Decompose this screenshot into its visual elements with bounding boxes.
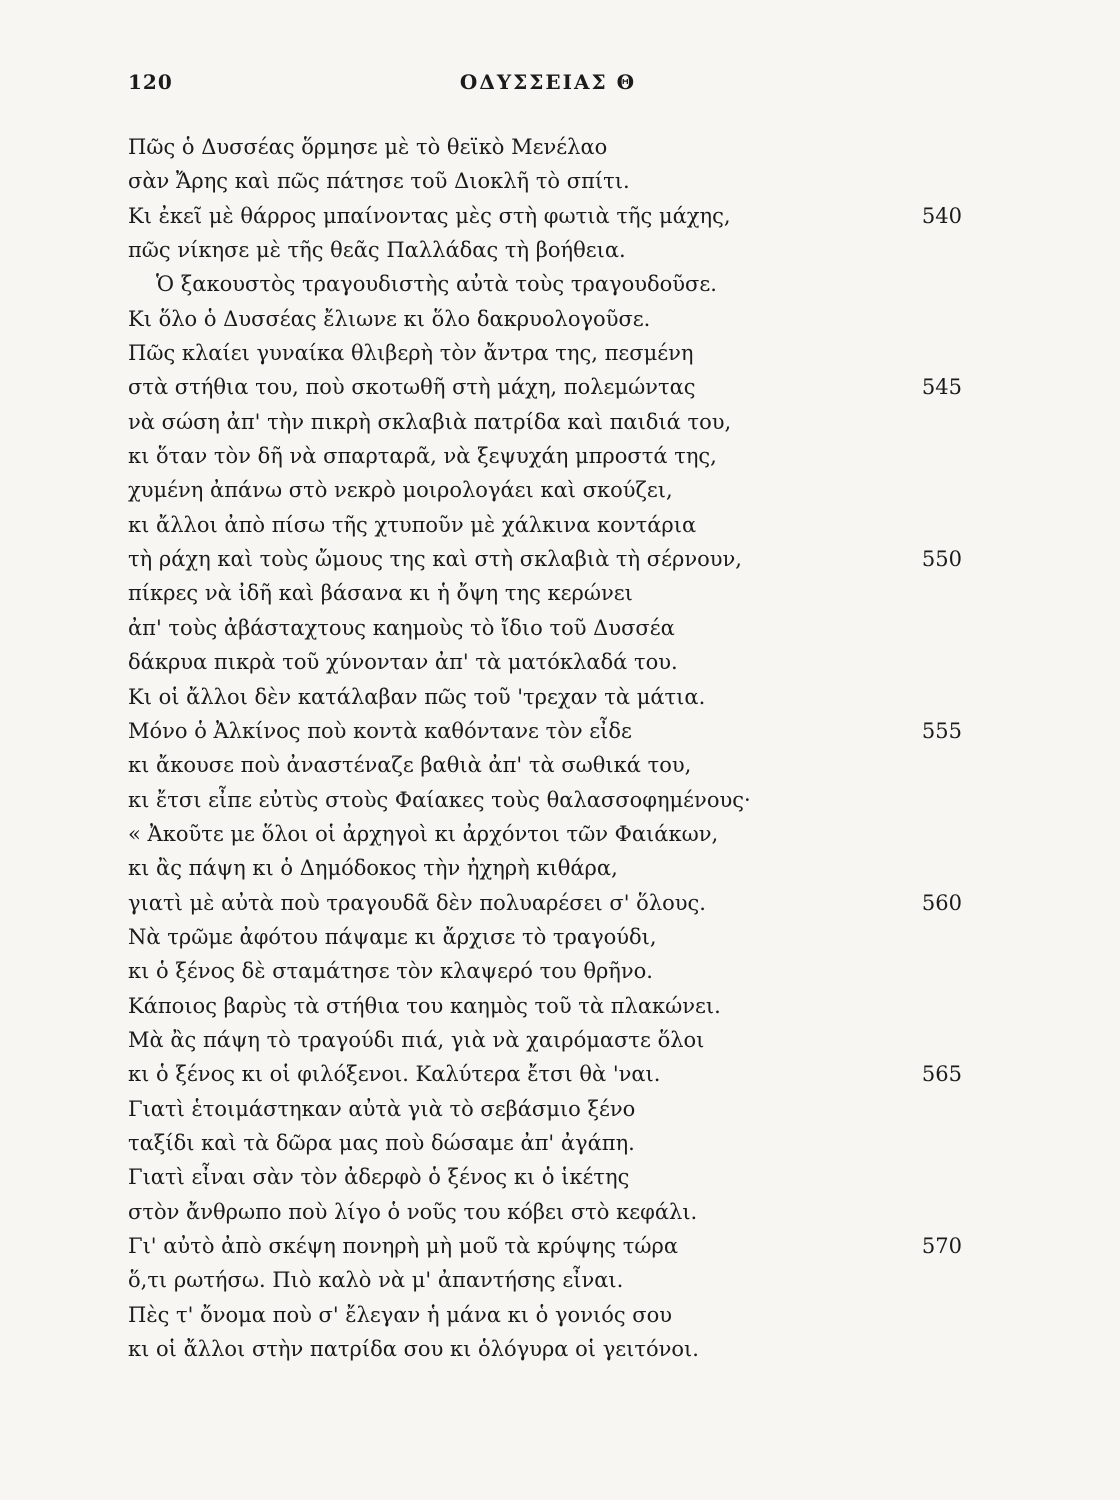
verse-line xyxy=(128,1229,968,1263)
verse-text: νὰ σώση ἀπ' τὴν πικρὴ σκλαβιὰ πατρίδα καὶ παιδιά του, xyxy=(128,409,732,434)
verse-line xyxy=(128,1092,968,1126)
verse-text: Πῶς ὁ Δυσσέας ὅρμησε μὲ τὸ θεϊκὸ Μενέλαο xyxy=(128,135,608,159)
verse-text: Πῶς κλαίει γυναίκα θλιβερὴ τὸν ἄντρα της, πεσμένη xyxy=(128,341,694,366)
verse-text: κι ἄκουσε ποὺ ἀναστέναζε βαθιὰ ἀπ' τὰ σωθικά του, xyxy=(128,753,692,778)
verse-line xyxy=(128,302,968,336)
verse-text: ὅ,τι ρωτήσω. Πιὸ καλὸ νὰ μ' ἀπαντήσης εἶναι. xyxy=(128,1268,624,1293)
verse-line xyxy=(128,817,968,851)
line-number: 565 xyxy=(921,1062,962,1087)
verse-text: πίκρες νὰ ἰδῆ καὶ βάσανα κι ἡ ὄψη της κερώνει xyxy=(128,581,633,606)
verse-line xyxy=(128,748,968,782)
verse-text: γιατὶ μὲ αὐτὰ ποὺ τραγουδᾶ δὲν πολυαρέσει σ' ὅλους. xyxy=(128,890,706,915)
verse-text: κι οἱ ἄλλοι στὴν πατρίδα σου κι ὁλόγυρα οἱ γειτόνοι. xyxy=(128,1337,699,1362)
verse-line xyxy=(128,886,968,920)
verse-line xyxy=(128,645,968,679)
line-number: 570 xyxy=(921,1234,962,1258)
verse-line xyxy=(128,508,968,542)
verse-line xyxy=(128,199,968,233)
verse-text: κι ἄλλοι ἀπὸ πίσω τῆς χτυποῦν μὲ χάλκινα κοντάρια xyxy=(128,512,697,537)
verse-line xyxy=(128,370,968,404)
verse-line xyxy=(128,1126,968,1160)
verse-text: σὰν Ἄρης καὶ πῶς πάτησε τοῦ Διοκλῆ τὸ σπίτι. xyxy=(128,169,630,194)
verse-text: Κάποιος βαρὺς τὰ στήθια του καημὸς τοῦ τὰ πλακώνει. xyxy=(128,993,721,1018)
verse-text: Κι ὅλο ὁ Δυσσέας ἔλιωνε κι ὅλο δακρυολογοῦσε. xyxy=(128,306,651,331)
verse-text: Νὰ τρῶμε ἀφότου πάψαμε κι ἄρχισε τὸ τραγούδι, xyxy=(128,924,657,949)
verse-line xyxy=(128,1057,968,1091)
verse-text: κι ὁ ξένος κι οἱ φιλόξενοι. Καλύτερα ἔτσι θὰ 'ναι. xyxy=(128,1062,661,1087)
verse-line xyxy=(128,1298,968,1332)
line-number: 555 xyxy=(921,718,962,743)
verse-line xyxy=(128,233,968,267)
verse-line xyxy=(128,576,968,610)
verse-text: Μὰ ἂς πάψη τὸ τραγούδι πιά, γιὰ νὰ χαιρόμαστε ὅλοι xyxy=(128,1027,705,1052)
verse-text: ἀπ' τοὺς ἀβάσταχτους καημοὺς τὸ ἴδιο τοῦ Δυσσέα xyxy=(128,615,675,640)
page-header xyxy=(128,70,968,104)
verse-text: Κι οἱ ἄλλοι δὲν κατάλαβαν πῶς τοῦ 'τρεχαν τὰ μάτια. xyxy=(128,684,706,709)
verse-text: στὰ στήθια του, ποὺ σκοτωθῆ στὴ μάχη, πολεμώντας xyxy=(128,375,696,400)
verse-text: ταξίδι καὶ τὰ δῶρα μας ποὺ δώσαμε ἀπ' ἀγάπη. xyxy=(128,1130,635,1155)
verse-line xyxy=(128,954,968,988)
verse-text: χυμένη ἀπάνω στὸ νεκρὸ μοιρολογάει καὶ σκούζει, xyxy=(128,478,673,503)
running-title: ΟΔΥΣΣΕΙΑΣ Θ xyxy=(459,70,637,94)
verse-text: Ὁ ξακουστὸς τραγουδιστὴς αὐτὰ τοὺς τραγουδοῦσε. xyxy=(156,272,717,297)
verse-text: κι ἔτσι εἶπε εὐτὺς στοὺς Φαίακες τοὺς θαλασσοφημένους· xyxy=(128,787,751,812)
line-number: 550 xyxy=(921,547,962,572)
verse-line xyxy=(128,1263,968,1297)
verse-text: κι ὅταν τὸν δῆ νὰ σπαρταρᾶ, νὰ ξεψυχάη μπροστά της, xyxy=(128,444,717,469)
verse-line xyxy=(128,920,968,954)
verse-line xyxy=(128,1160,968,1194)
line-number: 540 xyxy=(921,203,962,228)
verse-line xyxy=(128,611,968,645)
line-number: 560 xyxy=(921,890,962,915)
verse-line xyxy=(128,714,968,748)
verse-line xyxy=(128,130,968,164)
verse-line xyxy=(128,473,968,507)
verse-text: Γιατὶ εἶναι σὰν τὸν ἀδερφὸ ὁ ξένος κι ὁ ἱκέτης xyxy=(128,1165,630,1190)
verse-line xyxy=(128,542,968,576)
verse-line xyxy=(128,1332,968,1366)
poem-verses xyxy=(128,130,968,1366)
verse-line xyxy=(128,680,968,714)
verse-line xyxy=(128,336,968,370)
verse-text: στὸν ἄνθρωπο ποὺ λίγο ὁ νοῦς του κόβει στὸ κεφάλι. xyxy=(128,1199,698,1224)
verse-line xyxy=(128,783,968,817)
line-number: 545 xyxy=(921,375,962,400)
verse-line xyxy=(128,851,968,885)
verse-text: πῶς νίκησε μὲ τῆς θεᾶς Παλλάδας τὴ βοήθεια. xyxy=(128,238,626,263)
verse-text: Γι' αὐτὸ ἀπὸ σκέψη πονηρὴ μὴ μοῦ τὰ κρύψης τώρα xyxy=(128,1234,678,1258)
verse-line xyxy=(128,164,968,198)
page-number: 120 xyxy=(128,70,173,94)
verse-text: κι ὁ ξένος δὲ σταμάτησε τὸν κλαψερό του θρῆνο. xyxy=(128,959,653,984)
verse-line xyxy=(128,989,968,1023)
verse-text: κι ἂς πάψη κι ὁ Δημόδοκος τὴν ἠχηρὴ κιθάρα, xyxy=(128,856,618,881)
verse-text: Κι ἐκεῖ μὲ θάρρος μπαίνοντας μὲς στὴ φωτιὰ τῆς μάχης, xyxy=(128,203,731,228)
verse-text: δάκρυα πικρὰ τοῦ χύνονταν ἀπ' τὰ ματόκλαδά του. xyxy=(128,650,678,675)
verse-line xyxy=(128,1195,968,1229)
verse-text: Γιατὶ ἑτοιμάστηκαν αὐτὰ γιὰ τὸ σεβάσμιο ξένο xyxy=(128,1096,636,1121)
verse-line xyxy=(128,405,968,439)
verse-text: « Ἀκοῦτε με ὅλοι οἱ ἀρχηγοὶ κι ἀρχόντοι τῶν Φαιάκων, xyxy=(128,821,719,846)
verse-line xyxy=(128,1023,968,1057)
verse-text: Πὲς τ' ὄνομα ποὺ σ' ἔλεγαν ἡ μάνα κι ὁ γονιός σου xyxy=(128,1302,673,1327)
verse-line xyxy=(128,267,968,301)
verse-line xyxy=(128,439,968,473)
verse-text: τὴ ράχη καὶ τοὺς ὤμους της καὶ στὴ σκλαβιὰ τὴ σέρνουν, xyxy=(128,547,742,572)
verse-text: Μόνο ὁ Ἀλκίνος ποὺ κοντὰ καθόντανε τὸν εἶδε xyxy=(128,718,632,743)
